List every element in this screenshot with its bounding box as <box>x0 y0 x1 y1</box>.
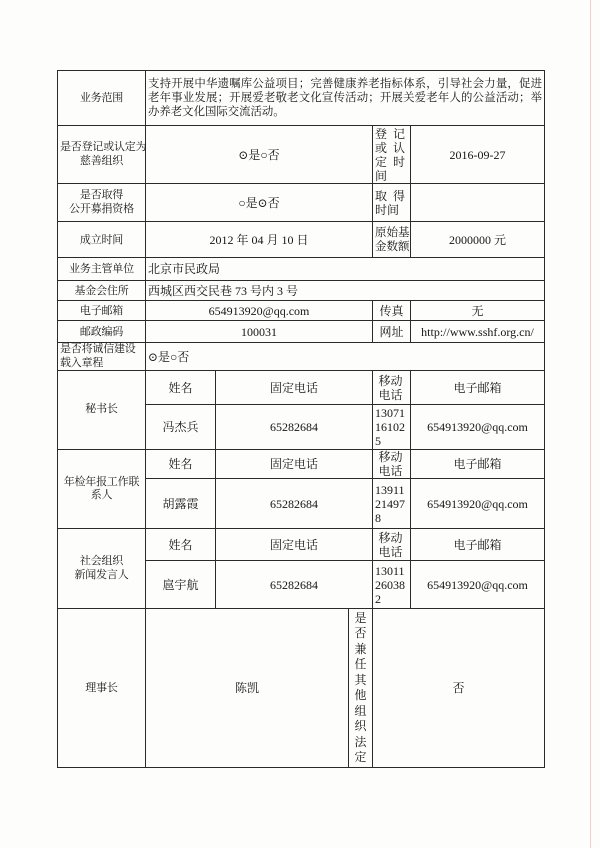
spokesperson-role-label <box>58 529 146 609</box>
spokesperson-header-row <box>58 529 545 561</box>
contact-mobile: 13071161025 <box>375 406 405 448</box>
row-charity-status <box>58 126 545 184</box>
postcode-label: 邮政编码 <box>58 321 146 343</box>
header-mobile: 移动电话 <box>378 530 403 559</box>
annual-contact-header-row <box>58 450 545 479</box>
integrity-label-line: 载入章程 <box>60 356 104 369</box>
concurrent-post-label-cell <box>349 609 373 768</box>
contact-phone: 65282684 <box>216 479 373 529</box>
header-name: 姓名 <box>146 529 216 561</box>
contact-mobile: 13911214978 <box>375 482 405 525</box>
contact-email: 654913920@qq.com <box>411 479 545 529</box>
contact-phone: 65282684 <box>216 561 373 609</box>
integrity-label-line: 是否将诚信建设 <box>60 343 136 355</box>
row-postcode <box>58 321 545 343</box>
row-address <box>58 281 545 301</box>
concurrent-post-label: 是否兼任其他组织法定 <box>354 610 367 764</box>
integrity-label <box>58 343 146 371</box>
email-value: 654913920@qq.com <box>146 301 373 321</box>
row-supervisor <box>58 258 545 281</box>
fundraising-status-label-line: 公开募捐资格 <box>69 202 134 215</box>
contact-mobile-cell <box>373 561 411 609</box>
role-label-line: 新闻发言人 <box>74 568 129 581</box>
header-mobile-cell <box>373 371 411 405</box>
header-mobile: 移动电话 <box>378 450 403 478</box>
header-mobile-cell <box>373 450 411 479</box>
founded-label: 成立时间 <box>58 222 146 258</box>
scan-edge-line <box>590 0 591 848</box>
fundraising-date-label: 取得时间 <box>375 188 405 217</box>
fax-label: 传真 <box>373 301 411 321</box>
contact-email: 654913920@qq.com <box>411 405 545 450</box>
row-integrity <box>58 343 545 371</box>
role-label-line: 系人 <box>90 489 113 501</box>
fundraising-date-label-cell <box>373 184 411 222</box>
chairman-label: 理事长 <box>58 609 146 768</box>
email-label: 电子邮箱 <box>58 301 146 321</box>
annual-contact-role-label <box>58 450 146 529</box>
initial-fund-value: 2000000 元 <box>411 222 545 258</box>
contact-name: 扈宇航 <box>146 561 216 609</box>
row-fundraising-status <box>58 184 545 222</box>
business-scope-label: 业务范围 <box>58 71 146 126</box>
role-label-line: 秘书长 <box>85 403 118 416</box>
address-label: 基金会住所 <box>58 281 146 301</box>
supervisor-value: 北京市民政局 <box>146 258 545 281</box>
charity-date-value: 2016-09-27 <box>411 126 545 184</box>
chairman-name: 陈凯 <box>146 609 349 768</box>
charity-status-label-line: 是否登记或认定为 <box>60 141 147 153</box>
contact-name: 冯杰兵 <box>146 405 216 450</box>
row-chairman <box>58 609 545 768</box>
header-email: 电子邮箱 <box>411 529 545 561</box>
row-business-scope <box>58 71 545 126</box>
header-email: 电子邮箱 <box>411 450 545 479</box>
contact-name: 胡露霞 <box>146 479 216 529</box>
concurrent-post-value: 否 <box>373 609 545 768</box>
initial-fund-label: 原始基金数额 <box>375 226 410 253</box>
header-mobile-cell <box>373 529 411 561</box>
website-label: 网址 <box>373 321 411 343</box>
charity-status-label-line: 慈善组织 <box>79 154 124 167</box>
contact-phone: 65282684 <box>216 405 373 450</box>
website-value: http://www.sshf.org.cn/ <box>411 321 545 343</box>
header-phone: 固定电话 <box>216 371 373 405</box>
row-email <box>58 301 545 321</box>
header-email: 电子邮箱 <box>411 371 545 405</box>
fax-value: 无 <box>411 301 545 321</box>
header-phone: 固定电话 <box>216 450 373 479</box>
secretary-role-label <box>58 371 146 450</box>
initial-fund-label-cell <box>373 222 411 258</box>
contact-mobile-cell <box>373 405 411 450</box>
contact-mobile: 13011260382 <box>375 563 405 606</box>
contact-email: 654913920@qq.com <box>411 561 545 609</box>
business-scope-value: 支持开展中华遗嘱库公益项目；完善健康养老指标体系，引导社会力量，促进老年事业发展；开展爱老敬老文化宣传活动；开展关爱老年人的公益活动；举办养老文化国际交流活动。 <box>146 71 545 126</box>
secretary-header-row <box>58 371 545 405</box>
role-label-line: 社会组织 <box>79 555 124 567</box>
postcode-value: 100031 <box>146 321 373 343</box>
header-name: 姓名 <box>146 371 216 405</box>
integrity-choice: ⊙是○否 <box>146 343 545 371</box>
address-value: 西城区西交民巷 73 号内 3 号 <box>146 281 545 301</box>
header-phone: 固定电话 <box>216 529 373 561</box>
fundraising-status-label-line: 是否取得 <box>79 189 124 201</box>
row-founded <box>58 222 545 258</box>
foundation-info-table <box>57 70 545 768</box>
fundraising-date-value <box>411 184 545 222</box>
supervisor-label: 业务主管单位 <box>58 258 146 281</box>
contact-mobile-cell <box>373 479 411 529</box>
charity-date-label: 登记或认定时间 <box>375 126 405 183</box>
role-label-line: 年检年报工作联 <box>63 475 140 488</box>
founded-date: 2012 年 04 月 10 日 <box>146 222 373 258</box>
header-name: 姓名 <box>146 450 216 479</box>
charity-status-label <box>58 126 146 184</box>
fundraising-status-label <box>58 184 146 222</box>
charity-date-label-cell <box>373 126 411 184</box>
charity-status-choice: ⊙是○否 <box>146 126 373 184</box>
header-mobile: 移动电话 <box>378 373 403 402</box>
fundraising-status-choice: ○是⊙否 <box>146 184 373 222</box>
